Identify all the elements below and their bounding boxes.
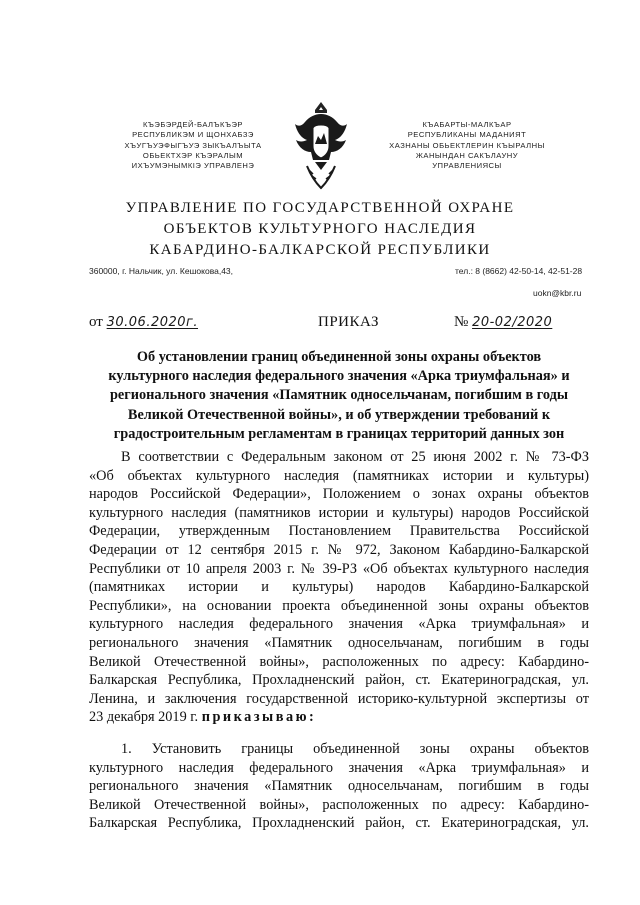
paragraph-gap: [89, 727, 589, 740]
item-1-line: 1. Установить границы объединенной зоны охраны объектов: [121, 740, 589, 757]
header-right-line: КЪАБАРТЫ-МАЛКЪАР: [422, 120, 512, 129]
title-line: регионального значения «Памятник односельчанам, погибшим в годы: [109, 387, 569, 404]
header-right-balkar: [382, 120, 552, 171]
header-left-line: ОБЬЕКТХЭР КЪЭРАЛЫМ: [142, 150, 244, 160]
organization-line: УПРАВЛЕНИЕ ПО ГОСУДАРСТВЕННОЙ ОХРАНЕ: [125, 200, 515, 216]
item-1-line: Великой Отечественной войны», расположенных по адресу: Кабардино-: [89, 796, 589, 813]
organization-name: [100, 198, 540, 261]
date-label: от: [89, 314, 103, 330]
expertise-date: 23 декабря 2019 г.: [89, 709, 199, 726]
preamble-line: Федерации от 12 сентября 2015 г. № 972, Законом Кабардино-Балкарской: [89, 541, 589, 558]
preamble-line: культурного наследия (памятников истории и культуры) народов Российской: [89, 504, 589, 521]
title-line: Об установлении границ объединенной зоны охраны объектов: [136, 349, 542, 365]
phone-numbers: тел.: 8 (8662) 42-50-14, 42-51-28: [455, 266, 583, 276]
document-title: [89, 348, 589, 444]
header-right-line: ХАЗНАНЫ ОБЬЕКТЛЕРИН КЪЫРАЛНЫ: [389, 140, 545, 150]
preamble-line: «Об объектах культурного наследия (памятниках истории и культуры): [89, 467, 589, 484]
preamble-line: Республики», на основании проекта объединенной зоны охраны объектов: [89, 597, 589, 614]
item-1-line: Балкарская Республика, Прохладненский район, ст. Екатериноградская, ул.: [89, 815, 589, 832]
header-left-line: РЕСПУБЛИКЭМ И ЩОНХАБЗЭ: [132, 130, 254, 140]
handwritten-date: 30.06.2020г.: [106, 315, 199, 330]
document-body: [89, 448, 589, 833]
header-right-line: РЕСПУБЛИКАНЫ МАДАНИЯТ: [407, 130, 527, 140]
title-line: градостроительным регламентам в границах территорий данных зон: [113, 425, 565, 442]
handwritten-number: 20-02/2020: [472, 315, 553, 330]
preamble-line: народов Российской Федерации», Положением о зонах охраны объектов: [89, 486, 589, 503]
order-word: приказываю:: [201, 709, 317, 726]
order-date: [89, 314, 198, 331]
organization-line: ОБЪЕКТОВ КУЛЬТУРНОГО НАСЛЕДИЯ: [163, 221, 477, 237]
preamble-line: Великой Отечественной войны», расположенных по адресу: Кабардино-: [89, 653, 589, 670]
preamble-line: регионального значения «Памятник односельчанам, погибшим в годы: [89, 634, 589, 651]
title-line: культурного наследия федерального значения «Арка триумфальная» и: [108, 368, 570, 385]
item-1-line: регионального значения «Памятник односельчанам, погибшим в годы: [89, 778, 589, 795]
postal-address: 360000, г. Нальчик, ул. Кешокова,43,: [89, 266, 234, 276]
order-header-row: [89, 314, 589, 338]
order-title: ПРИКАЗ: [318, 314, 379, 330]
preamble-line: Ленина, и заключения государственной историко-культурной экспертизы от: [89, 690, 589, 707]
header-right-line: УПРАВЛЕНИЯСЫ: [432, 161, 502, 171]
preamble-line: Балкарская Республика, Прохладненский район, ст. Екатериноградская, ул.: [89, 672, 589, 689]
preamble-line: культурного наследия федерального значения «Арка триумфальная» и: [89, 616, 589, 633]
preamble-line: Федерации, утвержденным Постановлением Правительства Российской: [89, 523, 589, 540]
preamble-line: В соответствии с Федеральным законом от 25 июня 2002 г. № 73-ФЗ: [121, 449, 589, 465]
header-left-line: ХЪУГЪУЭФЫГЪУЭ ЗЫКЪАЛЪЫТА: [124, 140, 262, 150]
number-label: №: [454, 314, 469, 330]
header-right-line: ЖАНЫНДАН САКЪЛАУНУ: [415, 150, 519, 160]
item-1-line: культурного наследия федерального значения «Арка триумфальная» и: [89, 759, 589, 776]
preamble-final-line: [89, 708, 589, 727]
header-left-line: ИХЪУМЭНЫМКIЭ УПРАВЛЕНЭ: [131, 161, 255, 171]
coat-of-arms-emblem-icon: [293, 100, 349, 190]
preamble-line: Республики от 10 апреля 2003 г. № 39-РЗ «Об объектах культурного наследия: [89, 560, 589, 577]
order-number: [454, 314, 552, 331]
header-left-line: КЪЭБЭРДЕЙ-БАЛЪКЪЭР: [143, 120, 243, 129]
preamble-line: (памятниках истории и культуры) народов Кабардино-Балкарской: [89, 579, 589, 596]
organization-line: КАБАРДИНО-БАЛКАРСКОЙ РЕСПУБЛИКИ: [149, 242, 491, 258]
email-address: uokn@kbr.ru: [533, 288, 582, 298]
header-left-kabardian: [108, 120, 278, 171]
title-line: Великой Отечественной войны», и об утверждении требований к: [127, 406, 551, 423]
